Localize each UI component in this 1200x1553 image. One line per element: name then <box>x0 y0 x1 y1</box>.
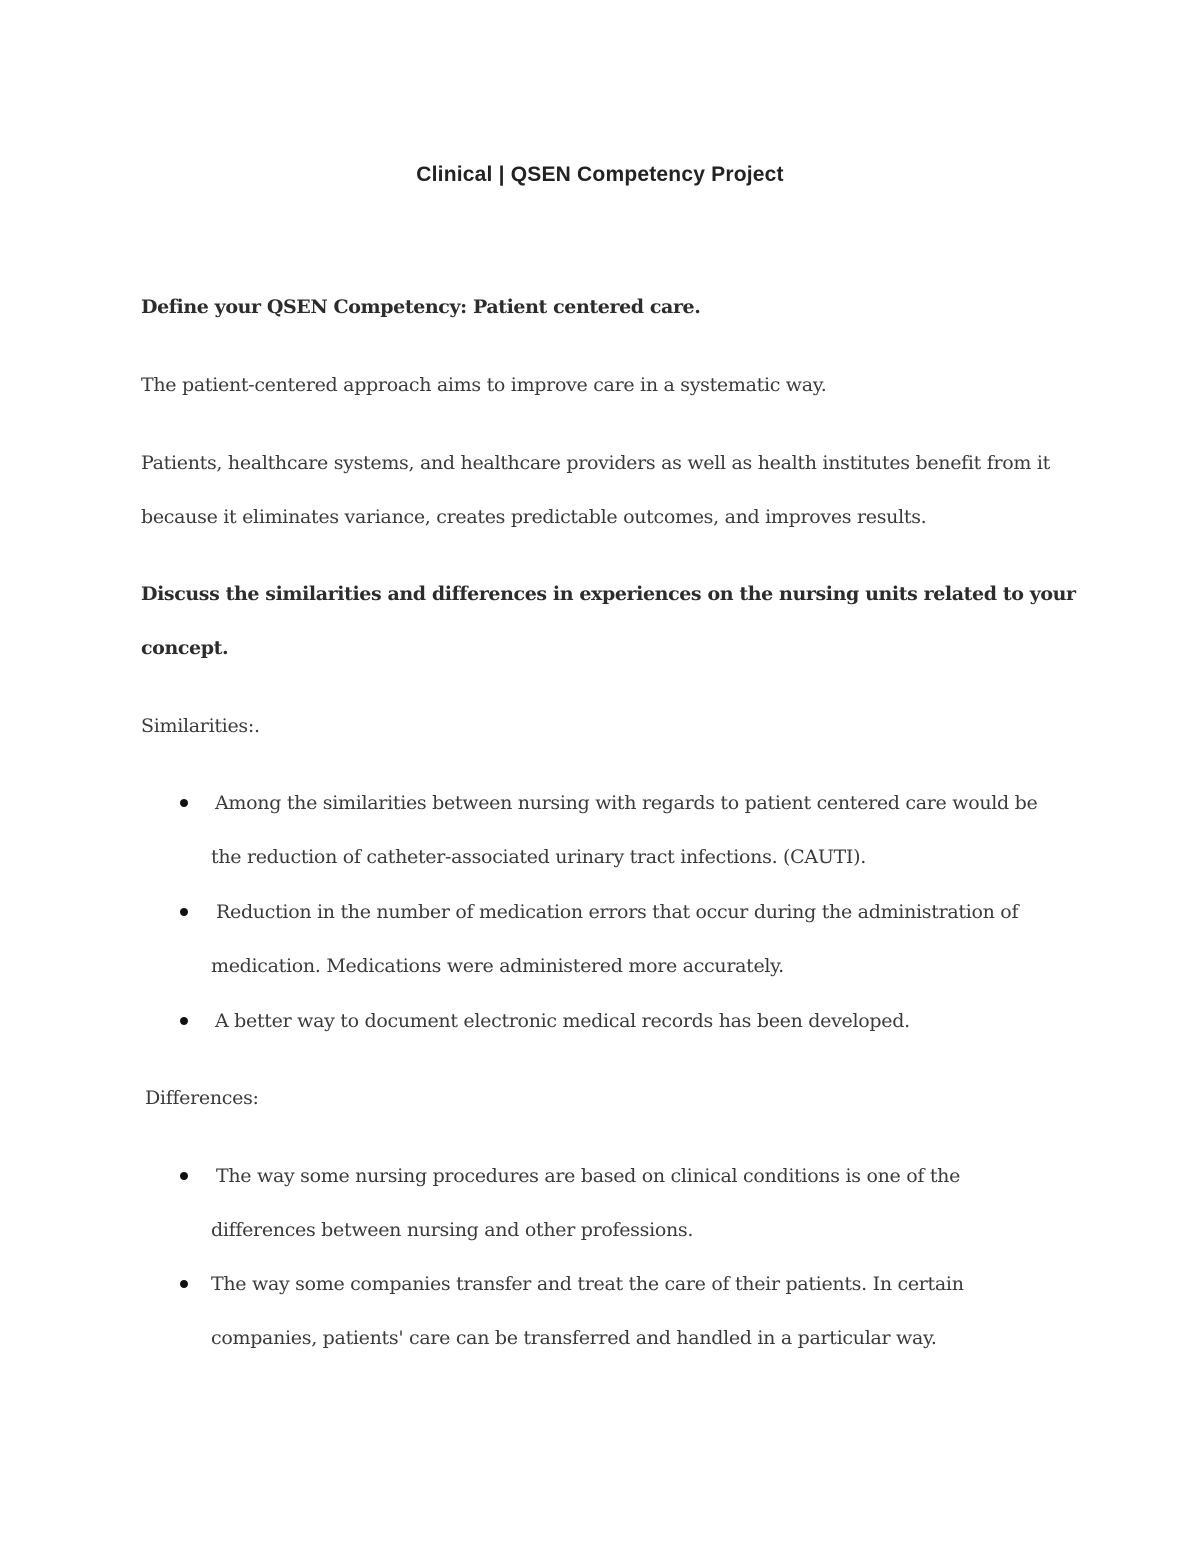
paragraph-benefits-line-1: Patients, healthcare systems, and healthcare providers as well as health institutes benefit from it <box>141 452 1050 474</box>
paragraph-approach: The patient-centered approach aims to improve care in a systematic way. <box>141 374 827 396</box>
heading-discuss-line-2: concept. <box>141 637 229 659</box>
similarity-item-2-line-1: Reduction in the number of medication errors that occur during the administration of <box>216 901 1019 923</box>
similarity-item-2-line-2: medication. Medications were administered more accurately. <box>211 955 784 977</box>
difference-item-1-line-1: The way some nursing procedures are based on clinical conditions is one of the <box>216 1165 961 1187</box>
bullet-icon <box>180 908 188 916</box>
heading-define-competency: Define your QSEN Competency: Patient centered care. <box>141 296 701 318</box>
bullet-icon <box>180 1017 188 1025</box>
difference-item-2-line-2: companies, patients' care can be transferred and handled in a particular way. <box>211 1327 937 1349</box>
similarity-item-1-line-1: Among the similarities between nursing with regards to patient centered care would be <box>215 792 1038 814</box>
heading-discuss-line-1: Discuss the similarities and differences in experiences on the nursing units related to your <box>141 583 1076 605</box>
similarities-label: Similarities:. <box>141 715 260 737</box>
bullet-icon <box>180 1280 188 1288</box>
document-title: Clinical | QSEN Competency Project <box>416 163 784 186</box>
similarity-item-1-line-2: the reduction of catheter-associated urinary tract infections. (CAUTI). <box>211 846 866 868</box>
paragraph-benefits-line-2: because it eliminates variance, creates predictable outcomes, and improves results. <box>141 506 927 528</box>
difference-item-1-line-2: differences between nursing and other professions. <box>211 1219 694 1241</box>
similarity-item-3-line-1: A better way to document electronic medical records has been developed. <box>215 1010 910 1032</box>
bullet-icon <box>180 1172 188 1180</box>
differences-label: Differences: <box>145 1087 259 1109</box>
bullet-icon <box>180 799 188 807</box>
difference-item-2-line-1: The way some companies transfer and treat the care of their patients. In certain <box>211 1273 964 1295</box>
